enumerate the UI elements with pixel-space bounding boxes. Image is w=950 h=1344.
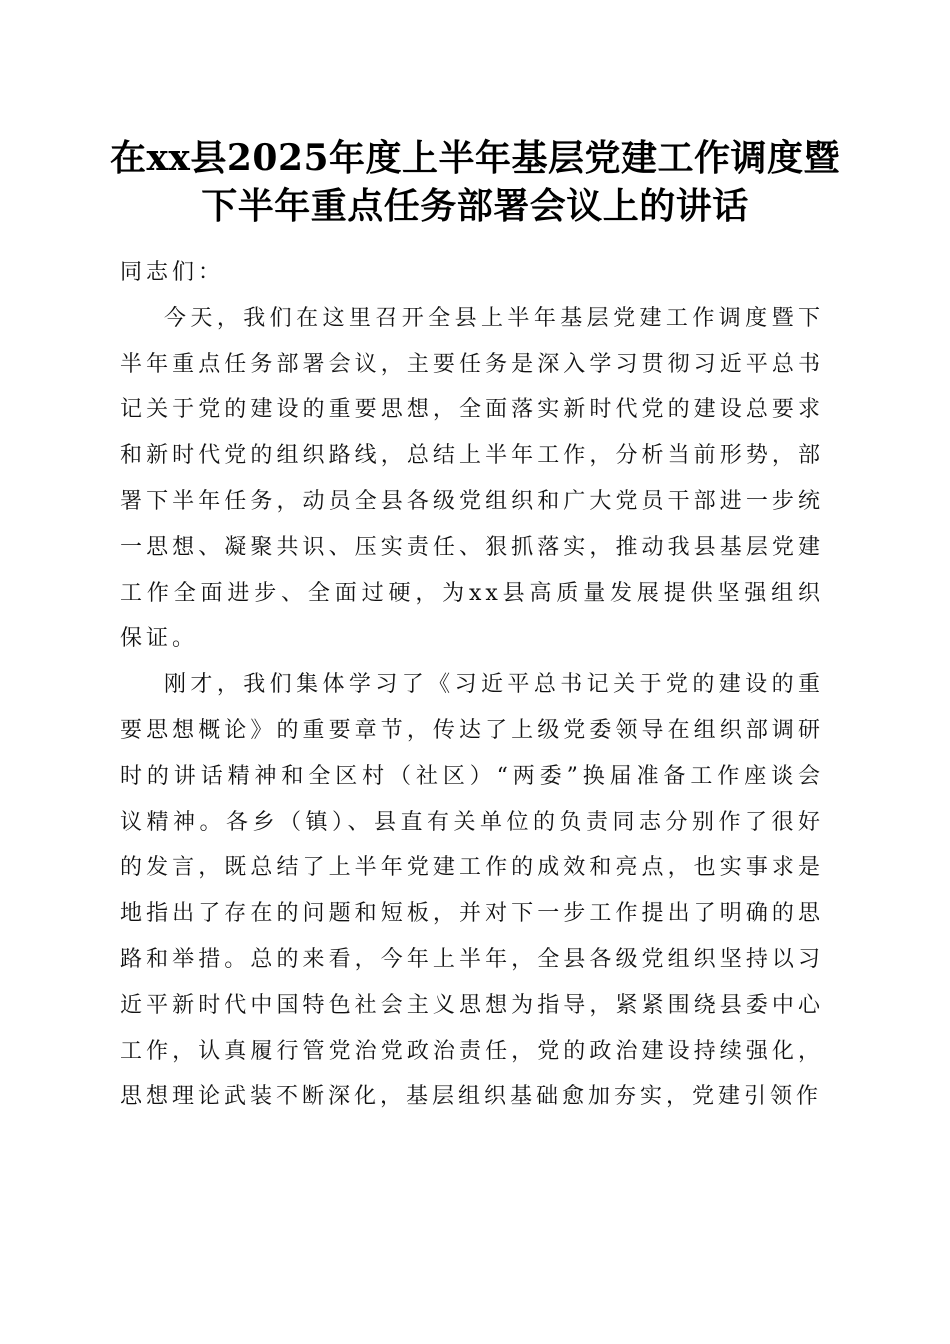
body-paragraph-2: 刚才，我们集体学习了《习近平总书记关于党的建设的重要思想概论》的重要章节，传达了上级党委领导在组织部调研时的讲话精神和全区村（社区）“两委”换届准备工作座谈会议精神。各乡（镇）、县直有关单位的负责同志分别作了很好的发言，既总结了上半年党建工作的成效和亮点，也实事求是地指出了存在的问题和短板，并对下一步工作提出了明确的思路和举措。总的来看，今年上半年，全县各级党组织坚持以习近平新时代中国特色社会主义思想为指导，紧紧围绕县委中心工作，认真履行管党治党政治责任，党的政治建设持续强化，思想理论武装不断深化，基层组织基础愈加夯实，党建引领作	[120, 672, 824, 1110]
body-paragraph-1: 今天，我们在这里召开全县上半年基层党建工作调度暨下半年重点任务部署会议，主要任务是深入学习贯彻习近平总书记关于党的建设的重要思想，全面落实新时代党的建设总要求和新时代党的组织路线，总结上半年工作，分析当前形势，部署下半年任务，动员全县各级党组织和广大党员干部进一步统一思想、凝聚共识、压实责任、狠抓落实，推动我县基层党建工作全面进步、全面过硬，为xx县高质量发展提供坚强组织保证。	[120, 305, 824, 652]
document-title	[96, 134, 854, 230]
document-body	[120, 250, 824, 1120]
document-title-line-1: 在xx县2025年度上半年基层党建工作调度暨	[109, 137, 841, 179]
salutation: 同志们：	[120, 260, 225, 285]
document-title-line-2: 下半年重点任务部署会议上的讲话	[201, 185, 749, 227]
